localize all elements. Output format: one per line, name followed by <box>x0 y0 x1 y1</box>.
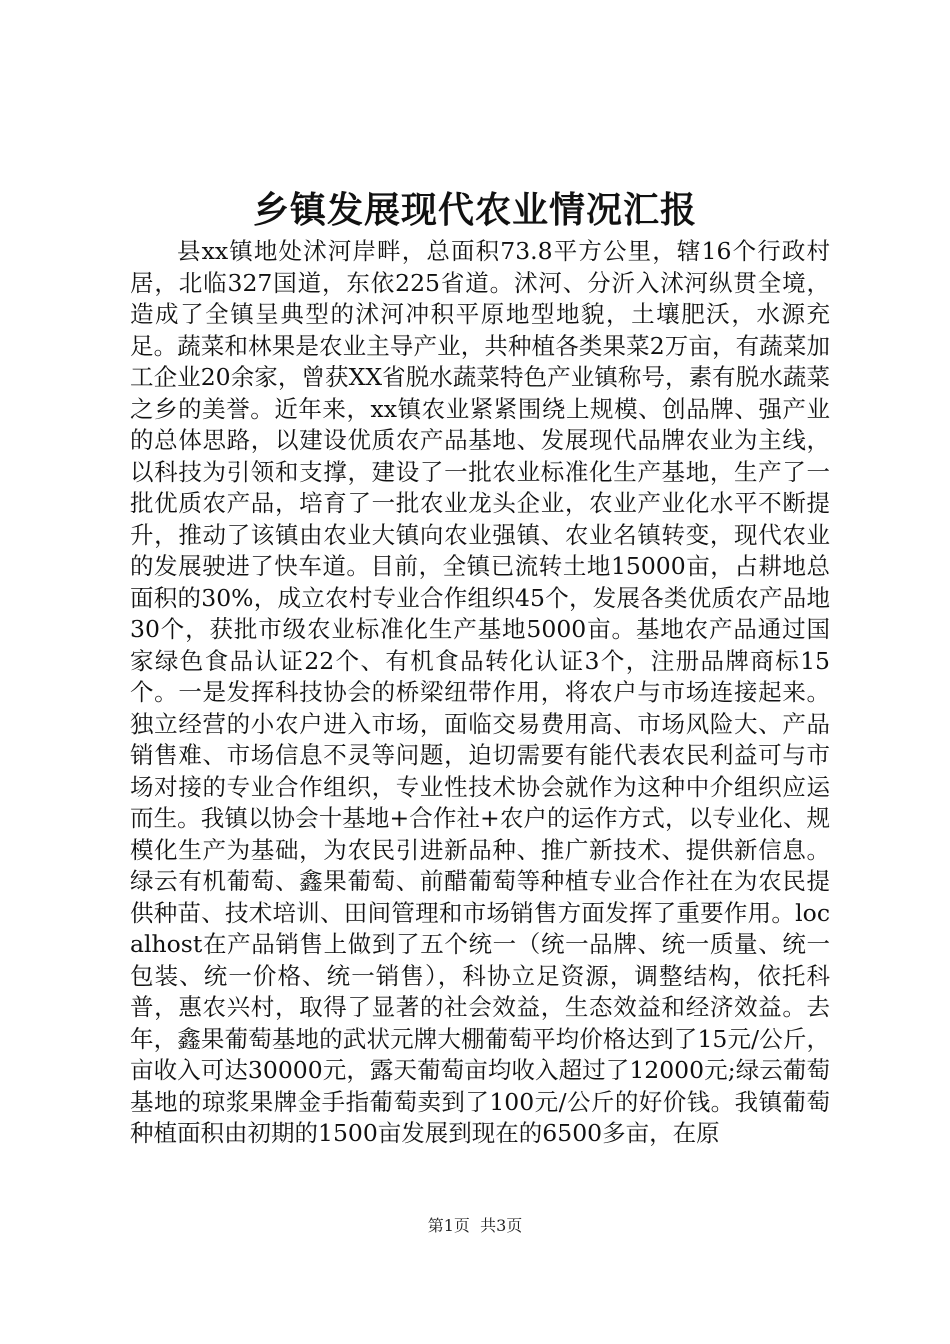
document-title: 乡镇发展现代农业情况汇报 <box>252 190 697 231</box>
document-body-paragraph: 县xx镇地处沭河岸畔，总面积73.8平方公里，辖16个行政村居，北临327国道，东依225省道。沭河、分沂入沭河纵贯全境，造成了全镇呈典型的沭河冲积平原地型地貌，土壤肥沃，水源充足。蔬菜和林果是农业主导产业，共种植各类果菜2万亩，有蔬菜加工企业20余家，曾获XX省脱水蔬菜特色产业镇称号，素有脱水蔬菜之乡的美誉。近年来，xx镇农业紧紧围绕上规模、创品牌、强产业的总体思路，以建设优质农产品基地、发展现代品牌农业为主线，以科技为引领和支撑，建设了一批农业标准化生产基地，生产了一批优质农产品，培育了一批农业龙头企业，农业产业化水平不断提升，推动了该镇由农业大镇向农业强镇、农业名镇转变，现代农业的发展驶进了快车道。目前，全镇已流转土地15000亩，占耕地总面积的30%，成立农村专业合作组织45个，发展各类优质农产品地30个，获批市级农业标准化生产基地5000亩。基地农产品通过国家绿色食品认证22个、有机食品转化认证3个，注册品牌商标15个。一是发挥科技协会的桥梁纽带作用，将农户与市场连接起来。独立经营的小农户进入市场，面临交易费用高、市场风险大、产品销售难、市场信息不灵等问题，迫切需要有能代表农民利益可与市场对接的专业合作组织，专业性技术协会就作为这种中介组织应运而生。我镇以协会十基地+合作社+农户的运作方式，以专业化、规模化生产为基础，为农民引进新品种、推广新技术、提供新信息。绿云有机葡萄、鑫果葡萄、前醋葡萄等种植专业合作社在为农民提供种苗、技术培训、田间管理和市场销售方面发挥了重要作用。localhost在产品销售上做到了五个统一（统一品牌、统一质量、统一包装、统一价格、统一销售），科协立足资源，调整结构，依托科普，惠农兴村，取得了显著的社会效益，生态效益和经济效益。去年，鑫果葡萄基地的武状元牌大棚葡萄平均价格达到了15元/公斤，亩收入可达30000元，露天葡萄亩均收入超过了12000元;绿云葡萄基地的琼浆果牌金手指葡萄卖到了100元/公斤的好价钱。我镇葡萄种植面积由初期的1500亩发展到现在的6500多亩，在原 <box>130 237 830 1147</box>
page-number-label: 第1页 共3页 <box>427 1216 523 1235</box>
page-footer <box>0 1216 950 1236</box>
